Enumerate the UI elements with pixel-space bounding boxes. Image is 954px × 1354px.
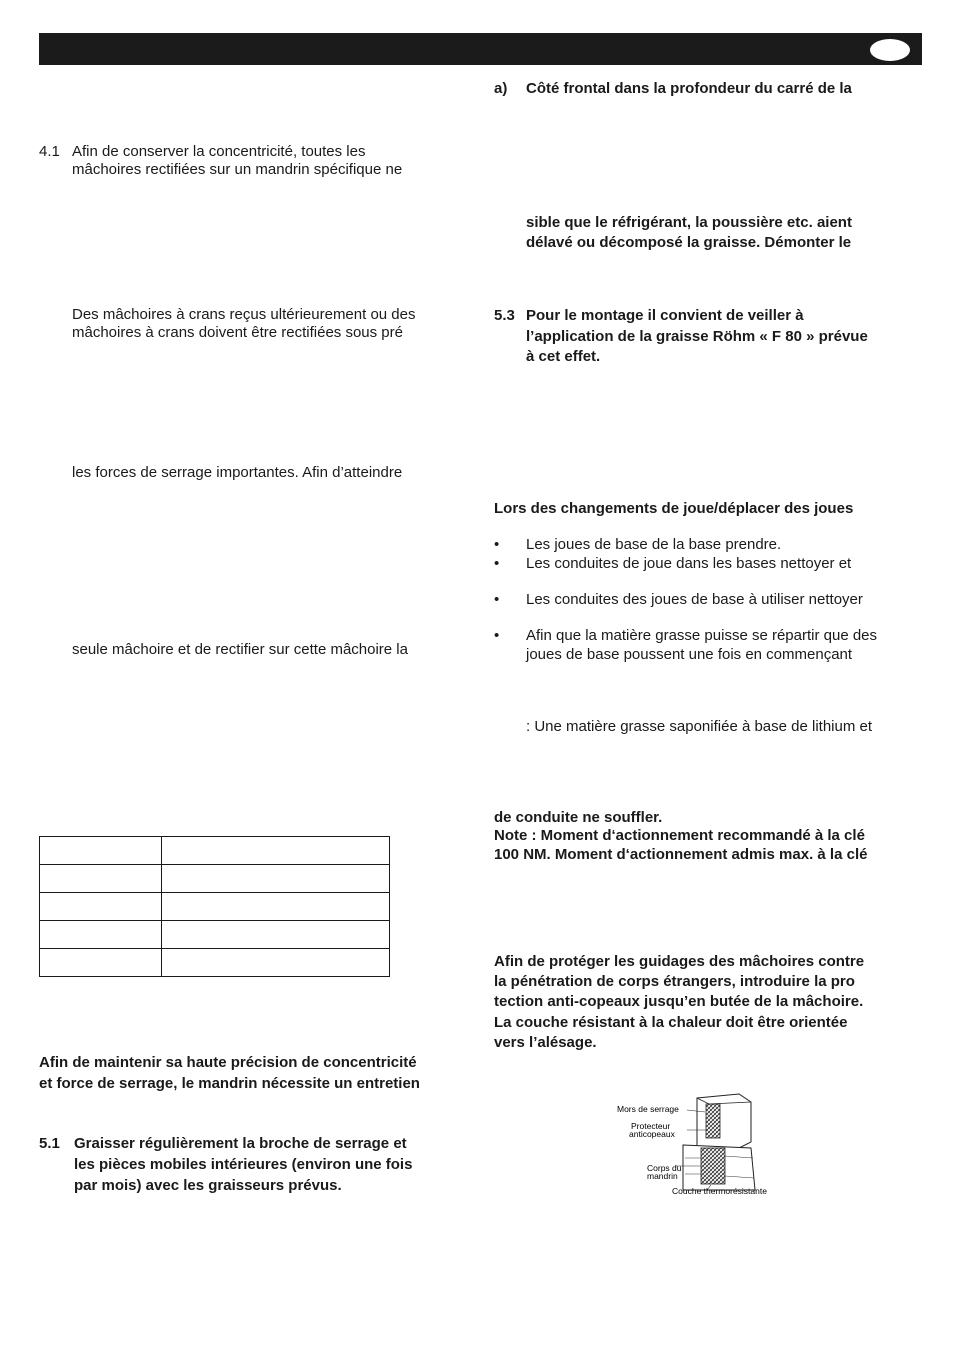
protection-line-4: La couche résistant à la chaleur doit être orientée [494,1014,848,1031]
table-cell [162,865,390,893]
section-5-1-line-3: par mois) avec les graisseurs prévus. [74,1177,342,1194]
table-cell [40,893,162,921]
table-row [40,865,390,893]
maintenance-line-2: et force de serrage, le mandrin nécessite un entretien [39,1075,420,1092]
bullet-3: Les conduites des joues de base à utiliser nettoyer [526,591,863,608]
bullet-4-line-2: joues de base poussent une fois en commençant [526,646,853,663]
item-a-cont-line-2: délavé ou décomposé la graisse. Démonter le [526,234,852,251]
label-layer: Couche thermorésistante [672,1186,767,1196]
section-5-1-number: 5.1 [39,1135,60,1152]
label-protector-2: anticopeaux [629,1129,675,1139]
item-a-line-1: Côté frontal dans la profondeur du carré de la [526,80,852,97]
section-4-1-line-1: Afin de conserver la concentricité, toutes les [72,143,366,160]
bullet-marker: • [494,555,500,572]
chuck-body-shape [683,1145,755,1190]
conduit-line: de conduite ne souffler. [494,809,663,826]
language-badge [870,39,910,61]
jaw-change-heading: Lors des changements de joue/déplacer des joues [494,500,854,517]
bullet-marker: • [494,627,500,644]
header-bar [39,33,922,65]
table-cell [40,921,162,949]
section-4-1-line-2: mâchoires rectifiées sur un mandrin spécifique ne [72,161,403,178]
paragraph-crans-line-1: Des mâchoires à crans reçus ultérieurement ou des [72,306,416,323]
table-cell [162,837,390,865]
data-table [39,836,390,977]
jaw-shape [697,1094,751,1148]
grease-note: : Une matière grasse saponifiée à base de lithium et [526,718,873,735]
section-5-1-line-2: les pièces mobiles intérieures (environ une fois [74,1156,413,1173]
bullet-marker: • [494,536,500,553]
bullet-2: Les conduites de joue dans les bases nettoyer et [526,555,852,572]
label-jaw: Mors de serrage [617,1104,679,1114]
protection-line-5: vers l’alésage. [494,1034,597,1051]
item-a-label: a) [494,80,508,97]
table-row [40,837,390,865]
paragraph-forces-line: les forces de serrage importantes. Afin d’atteindre [72,464,403,481]
bullet-4-line-1: Afin que la matière grasse puisse se répartir que des [526,627,878,644]
table-row [40,949,390,977]
table-row [40,921,390,949]
note-line-2: 100 NM. Moment d‘actionnement admis max. à la clé [494,846,868,863]
label-protector-1: Protecteur [631,1121,671,1131]
section-5-3-line-3: à cet effet. [526,348,601,365]
protection-line-2: la pénétration de corps étrangers, introduire la pro [494,973,855,990]
section-4-1-number: 4.1 [39,143,60,160]
table-cell [162,921,390,949]
protection-line-3: tection anti-copeaux jusqu’en butée de la mâchoire. [494,993,864,1010]
section-5-3-number: 5.3 [494,307,515,324]
table-row [40,893,390,921]
protection-line-1: Afin de protéger les guidages des mâchoires contre [494,953,865,970]
table-cell [40,949,162,977]
label-body-1: Corps du [647,1163,682,1173]
section-5-3-line-1: Pour le montage il convient de veiller à [526,307,804,324]
table-cell [162,949,390,977]
paragraph-seule-line: seule mâchoire et de rectifier sur cette mâchoire la [72,641,408,658]
table-cell [162,893,390,921]
label-body-2: mandrin [647,1171,678,1181]
maintenance-line-1: Afin de maintenir sa haute précision de concentricité [39,1054,417,1071]
table-cell [40,865,162,893]
bullet-1: Les joues de base de la base prendre. [526,536,782,553]
note-line-1: Note : Moment d‘actionnement recommandé à la clé [494,827,865,844]
bullet-marker: • [494,591,500,608]
item-a-cont-line-1: sible que le réfrigérant, la poussière etc. aient [526,214,852,231]
table-cell [40,837,162,865]
section-5-1-line-1: Graisser régulièrement la broche de serrage et [74,1135,407,1152]
chip-protector-diagram [615,1090,785,1202]
section-5-3-line-2: l’application de la graisse Röhm « F 80 » prévue [526,328,868,345]
paragraph-crans-line-2: mâchoires à crans doivent être rectifiées sous pré [72,324,403,341]
